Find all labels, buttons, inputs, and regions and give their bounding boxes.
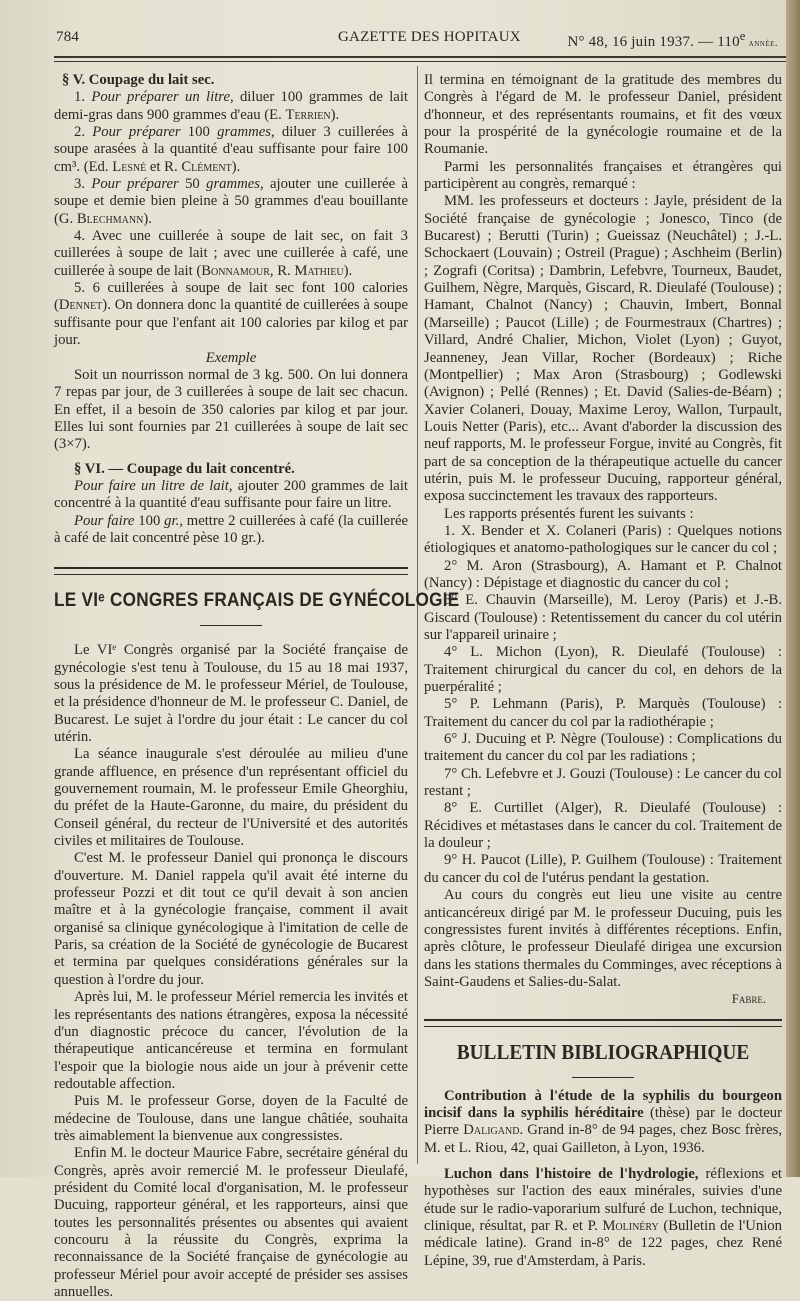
report-item-6: 6° J. Ducuing et P. Nègre (Toulouse) : Complications du traitement du cancer du col par les radiations ; [424, 731, 782, 765]
congress-paragraph-2: La séance inaugurale s'est déroulée au milieu d'une grande affluence, en présence d'un représentant officiel du gouvernement roumain, M. le professeur Emile Gheorghiu, du préfet de la Haute-Garonne, du maire, du président du Conseil général, du recteur de l'Université et des autorités civiles et militaires de Toulouse. [54, 746, 408, 850]
section-v-item-3: 3. Pour préparer 50 grammes, ajouter une cuillerée à soupe et demie bien pleine à 50 grammes d'eau bouillante (G. Blechmann). [54, 176, 409, 227]
header-rule-thin [54, 61, 786, 62]
report-item-8: 8° E. Curtillet (Alger), R. Dieulafé (Toulouse) : Récidives et métastases dans le cancer du col. Traitement de la douleur ; [424, 800, 782, 852]
page-number: 784 [56, 29, 80, 45]
attendees-list: MM. les professeurs et docteurs : Jayle, président de la Société française de gynécologie ; Jonesco, Tinco (de Bucarest) ; Berutti (Turin) ; Gueissaz (Neuchâtel) ; J.-L. Schockaert (Louvain) ; Ostreil (Prague) ; Aschheim (Berlin) ; Zografi (Coritsa) ; Dambrin, Lefebvre, Tourneux, Baudet, Guilhem, Nègre, Marquès, Giscard, R. Dieulafé (Toulouse) ; Hamant, Chalnot (Nancy) ; Chauvin, Imbert, Bonnal (Marseille) ; Paucot (Lille) ; de Fourmestraux (Chartres) ; Villard, André Chalier, Michon, Violet (Lyon) ; Guyot, Jeanneney, Jean Villar, Rocher (Bordeaux) ; Riche (Montpellier) ; Max Aron (Strasbourg) ; Godlewski (Avignon) ; Pellé (Rennes) ; Et. David (Salies-de-Béarn) ; Xavier Colaneri, Douay, Maxime Leroy, Wallon, Turpault, Louis Netter (Paris), etc... Avant d'aborder la discussion des neuf rapports, M. le professeur Forgue, invité au Congrès, fit part de sa conception de la thérapeutique actuelle du cancer utérin, puis M. le professeur Ducuing, rapporteur général, exposa succinctement les travaux des rapporteurs. [424, 193, 782, 505]
section-vi-title: § VI. — Coupage du lait concentré. [74, 460, 295, 477]
column-divider [417, 66, 418, 1164]
author-signature: Fabre. [731, 992, 766, 1007]
report-item-5: 5° P. Lehmann (Paris), P. Marquès (Toulouse) : Traitement du cancer du col par la radiothérapie ; [424, 696, 782, 730]
report-item-3: 3° E. Chauvin (Marseille), M. Leroy (Paris) et J.-B. Giscard (Toulouse) : Retentissement du cancer du col utérin sur l'appareil urinaire ; [424, 592, 782, 643]
header-rule [54, 56, 786, 58]
section-v-item-5: 5. 6 cuillerées à soupe de lait sec font 100 calories (Dennet). On donnera donc la quantité de cuillerées à soupe suffisante pour que l'enfant ait 100 calories par kilog et par jour. [54, 280, 408, 349]
bibliography-entry-2: Luchon dans l'histoire de l'hydrologie, réflexions et hypothèses sur l'action des eaux minérales, suivies d'une étude sur le radio-vaporarium sulfuré de Luchon, technique, clinique, résultat, par R. et P. Molinéry (Bulletin de l'Union médicale latine). Grand in-8° de 122 pages, chez René Lépine, 39, rue d'Amsterdam, à Paris. [424, 1165, 782, 1269]
report-item-1: 1. X. Bender et X. Colaneri (Paris) : Quelques notions étiologiques et anatomo-pathologiques sur le cancer du col ; [424, 522, 782, 557]
journal-title: GAZETTE DES HOPITAUX [338, 29, 521, 45]
congress-paragraph-4: Après lui, M. le professeur Mériel remercia les invités et les représentants des nations étrangères, exposa la nécessité d'un diagnostic précoce du cancer, l'évolution de la thérapeutique anticancéreuse et termina en formulant l'espoir que la biologie nous aide un jour à prévenir cette redoutable affection. [54, 989, 408, 1092]
heading-rule-2 [572, 1077, 634, 1078]
reports-intro: Les rapports présentés furent les suivants : [444, 505, 694, 522]
report-item-7: 7° Ch. Lefebvre et J. Gouzi (Toulouse) : Le cancer du col restant ; [424, 765, 782, 800]
page-edge [786, 0, 800, 1177]
congress-paragraph-1: Le VIᵉ Congrès organisé par la Société française de gynécologie s'est tenu à Toulouse, du 15 au 18 mai 1937, sous la présidence de M. le professeur Mériel, de Toulouse, et la présidence d'honneur de M. le professeur C. Daniel, de Bucarest. Le sujet à l'ordre du jour était : Le cancer du col utérin. [54, 642, 408, 745]
report-item-2: 2° M. Aron (Strasbourg), A. Hamant et P. Chalnot (Nancy) : Dépistage et diagnostic du cancer du col ; [424, 557, 782, 591]
section-v-item-2: 2. Pour préparer 100 grammes, diluer 3 cuillerées à soupe arasées à la quantité d'eau suffisante pour faire 100 cm³. (Ed. Lesné et R. Clément). [54, 124, 409, 175]
example-label: Exemple [205, 349, 257, 366]
running-header [48, 29, 786, 51]
article-separator [54, 567, 408, 575]
congress-paragraph-7: Il termina en témoignant de la gratitude des membres du Congrès à l'égard de M. le professeur Daniel, président d'honneur, et des représentants roumains, et fit des vœux pour la prospérité de la gynécologie roumaine et de la Roumanie. [424, 72, 782, 158]
article-separator-2 [424, 1019, 782, 1027]
section-vi-item-2: Pour faire 100 gr., mettre 2 cuillerées à café (la cuillerée à café de lait concentré pèse 10 gr.). [54, 512, 409, 546]
bulletin-heading: BULLETIN BIBLIOGRAPHIQUE [456, 1039, 750, 1064]
section-v-title: § V. Coupage du lait sec. [62, 72, 215, 88]
section-v-item-1: 1. Pour préparer un litre, diluer 100 grammes de lait demi-gras dans 900 grammes d'eau (E. Terrien). [54, 89, 408, 123]
section-vi-item-1: Pour faire un litre de lait, ajouter 200 grammes de lait concentré à la quantité d'eau suffisante pour faire un litre. [54, 477, 408, 512]
issue-info: N° 48, 16 juin 1937. — 110e année. [567, 29, 778, 50]
report-item-9: 9° H. Paucot (Lille), P. Guilhem (Toulouse) : Traitement du cancer du col de l'utérus pendant la gestation. [424, 852, 782, 886]
congress-paragraph-3: C'est M. le professeur Daniel qui prononça le discours d'ouverture. M. Daniel rappela qu'il avait été interne du professeur Pozzi et dit tout ce qu'il devait à son ancien maître et à la gynécologie française, comment il avait organisé sa clinique gynécologique à l'imitation de celle de Paris, sa création de la Société de gynécologie de Bucarest et termina par quelques considérations générales sur la question à l'ordre du jour. [54, 850, 408, 988]
heading-rule [200, 625, 262, 626]
left-column [54, 72, 460, 1301]
bibliography-entry-1: Contribution à l'étude de la syphilis du bourgeon incisif dans la syphilis héréditaire (thèse) par le docteur Pierre Daligand. Grand in-8° de 94 pages, chez Bosc frères, M. et L. Riou, 42, quai Gailleton, à Lyon, 1936. [424, 1087, 783, 1156]
congress-heading: LE VIᵉ CONGRES FRANÇAIS DE GYNÉCOLOGIE [54, 589, 460, 612]
congress-paragraph-6: Enfin M. le docteur Maurice Fabre, secrétaire général du Congrès, après avoir remercié M. le professeur Dieulafé, président du Comité local d'organisation, M. le professeur Ducuing, rapporteur général, et les rapporteurs, ainsi que toutes les personnalités présentes ou absentes qui avaient concouru à la réussite du Congrès, exprima la reconnaissance de la Société française de gynécologie au professeur Mériel pour avoir accepté de présider ses assises annuelles. [54, 1145, 408, 1300]
example-text: Soit un nourrisson normal de 3 kg. 500. On lui donnera 7 repas par jour, de 3 cuillerées à soupe de lait sec chacun. En effet, il a besoin de 350 calories par kilog et par jour. Elles lui sont fournies par 21 cuillerées à soupe de lait sec (3×7). [54, 366, 408, 453]
congress-paragraph-8: Parmi les personnalités françaises et étrangères qui participèrent au congrès, remarqué : [424, 158, 782, 193]
right-column [424, 72, 782, 1270]
congress-paragraph-5: Puis M. le professeur Gorse, doyen de la Faculté de médecine de Toulouse, dans une langue châtiée, souhaita très aimablement la bienvenue aux congressistes. [54, 1093, 408, 1144]
congress-closing-paragraph: Au cours du congrès eut lieu une visite au centre anticancéreux dirigé par M. le professeur Ducuing, puis les congressistes furent invités à différentes réceptions. Enfin, après clôture, le professeur Dieulafé dirigea une excursion dans les stations thermales du Comminges, avec réceptions à Saint-Gaudens et Salies-du-Salat. [424, 887, 782, 990]
report-item-4: 4° L. Michon (Lyon), R. Dieulafé (Toulouse) : Traitement chirurgical du cancer du col, en dehors de la puerpéralité ; [424, 644, 782, 696]
section-v-item-4: 4. Avec une cuillerée à soupe de lait sec, on fait 3 cuillerées à soupe de lait ; avec une cuillerée à café, une cuillerée à soupe de lait (Bonnamour, R. Mathieu). [54, 228, 408, 279]
